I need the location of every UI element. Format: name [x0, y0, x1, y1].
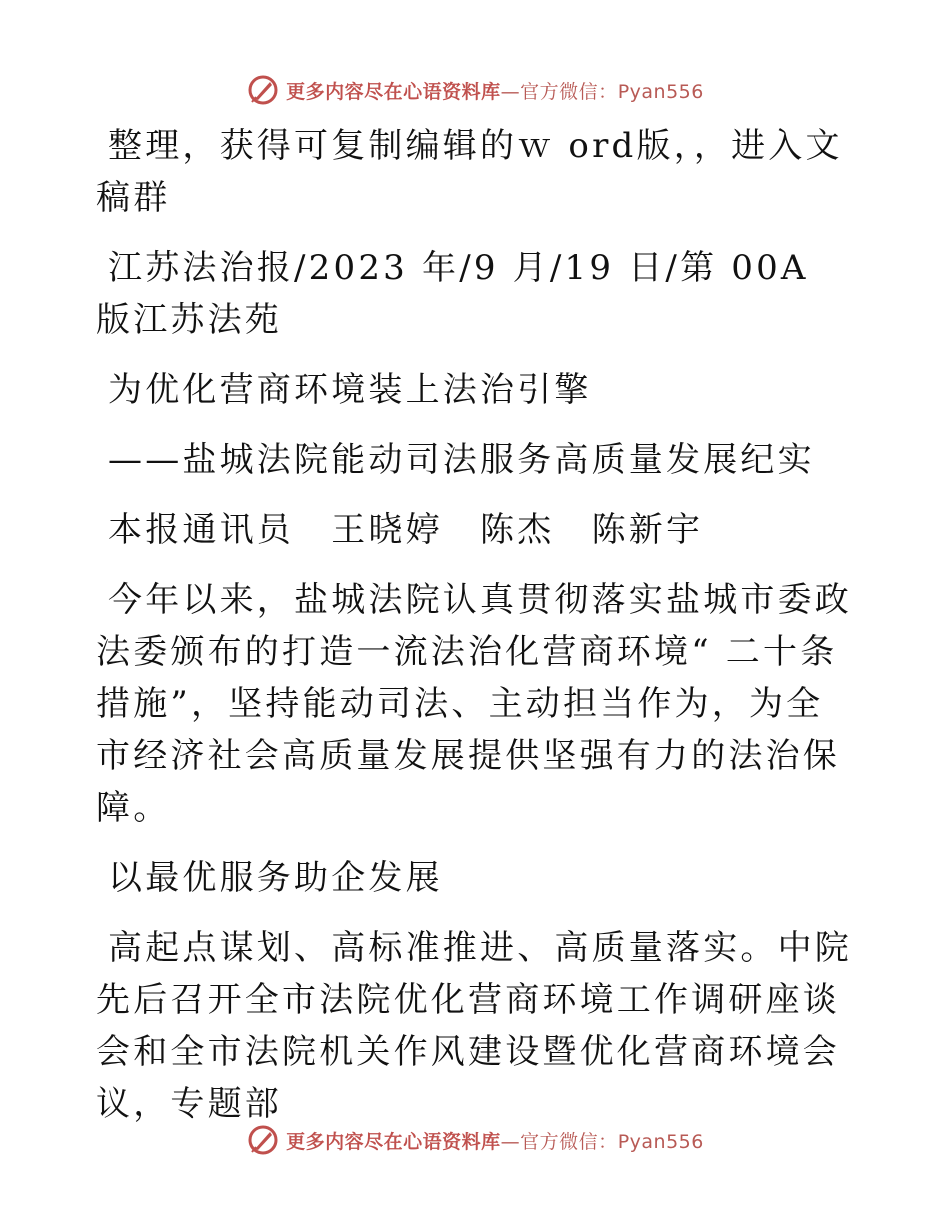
- watermark-wechat-label: 官方微信：: [520, 80, 618, 103]
- watermark-wechat-label: 官方微信：: [520, 1130, 618, 1153]
- section-heading: 以最优服务助企发展: [108, 858, 443, 898]
- article-title: 为优化营商环境装上法治引擎: [108, 370, 592, 410]
- article-byline: 本报通讯员 王晓婷 陈杰 陈新宇: [108, 510, 704, 550]
- paragraph-source-line: 江苏法治报/2023 年/9 月/19 日/第 00A 版江苏法苑: [96, 248, 809, 340]
- watermark-wechat-id: Pyan556: [617, 1130, 704, 1153]
- watermark-wechat-id: Pyan556: [617, 80, 704, 103]
- article-subtitle: ——盐城法院能动司法服务高质量发展纪实: [108, 440, 815, 480]
- watermark-header: [0, 70, 950, 110]
- document-body: [96, 120, 854, 1130]
- watermark-dash: —: [500, 80, 521, 103]
- watermark-brand: 更多内容尽在心语资料库: [286, 80, 501, 103]
- watermark-brand: 更多内容尽在心语资料库: [286, 1130, 501, 1153]
- quill-logo-icon: [246, 73, 280, 107]
- watermark-dash: —: [500, 1130, 521, 1153]
- quill-logo-icon: [246, 1123, 280, 1157]
- watermark-footer: [0, 1120, 950, 1160]
- paragraph-body: 高起点谋划、高标准推进、高质量落实。中院先后召开全市法院优化营商环境工作调研座谈会和全市法院机关作风建设暨优化营商环境会议，专题部: [96, 928, 852, 1124]
- paragraph-intro-note: 整理，获得可复制编辑的ｗ ord版，，进入文稿群: [96, 126, 843, 218]
- paragraph-lead: 今年以来，盐城法院认真贯彻落实盐城市委政法委颁布的打造一流法治化营商环境“ 二十条措施”，坚持能动司法、主动担当作为，为全市经济社会高质量发展提供坚强有力的法治保障。: [96, 580, 852, 828]
